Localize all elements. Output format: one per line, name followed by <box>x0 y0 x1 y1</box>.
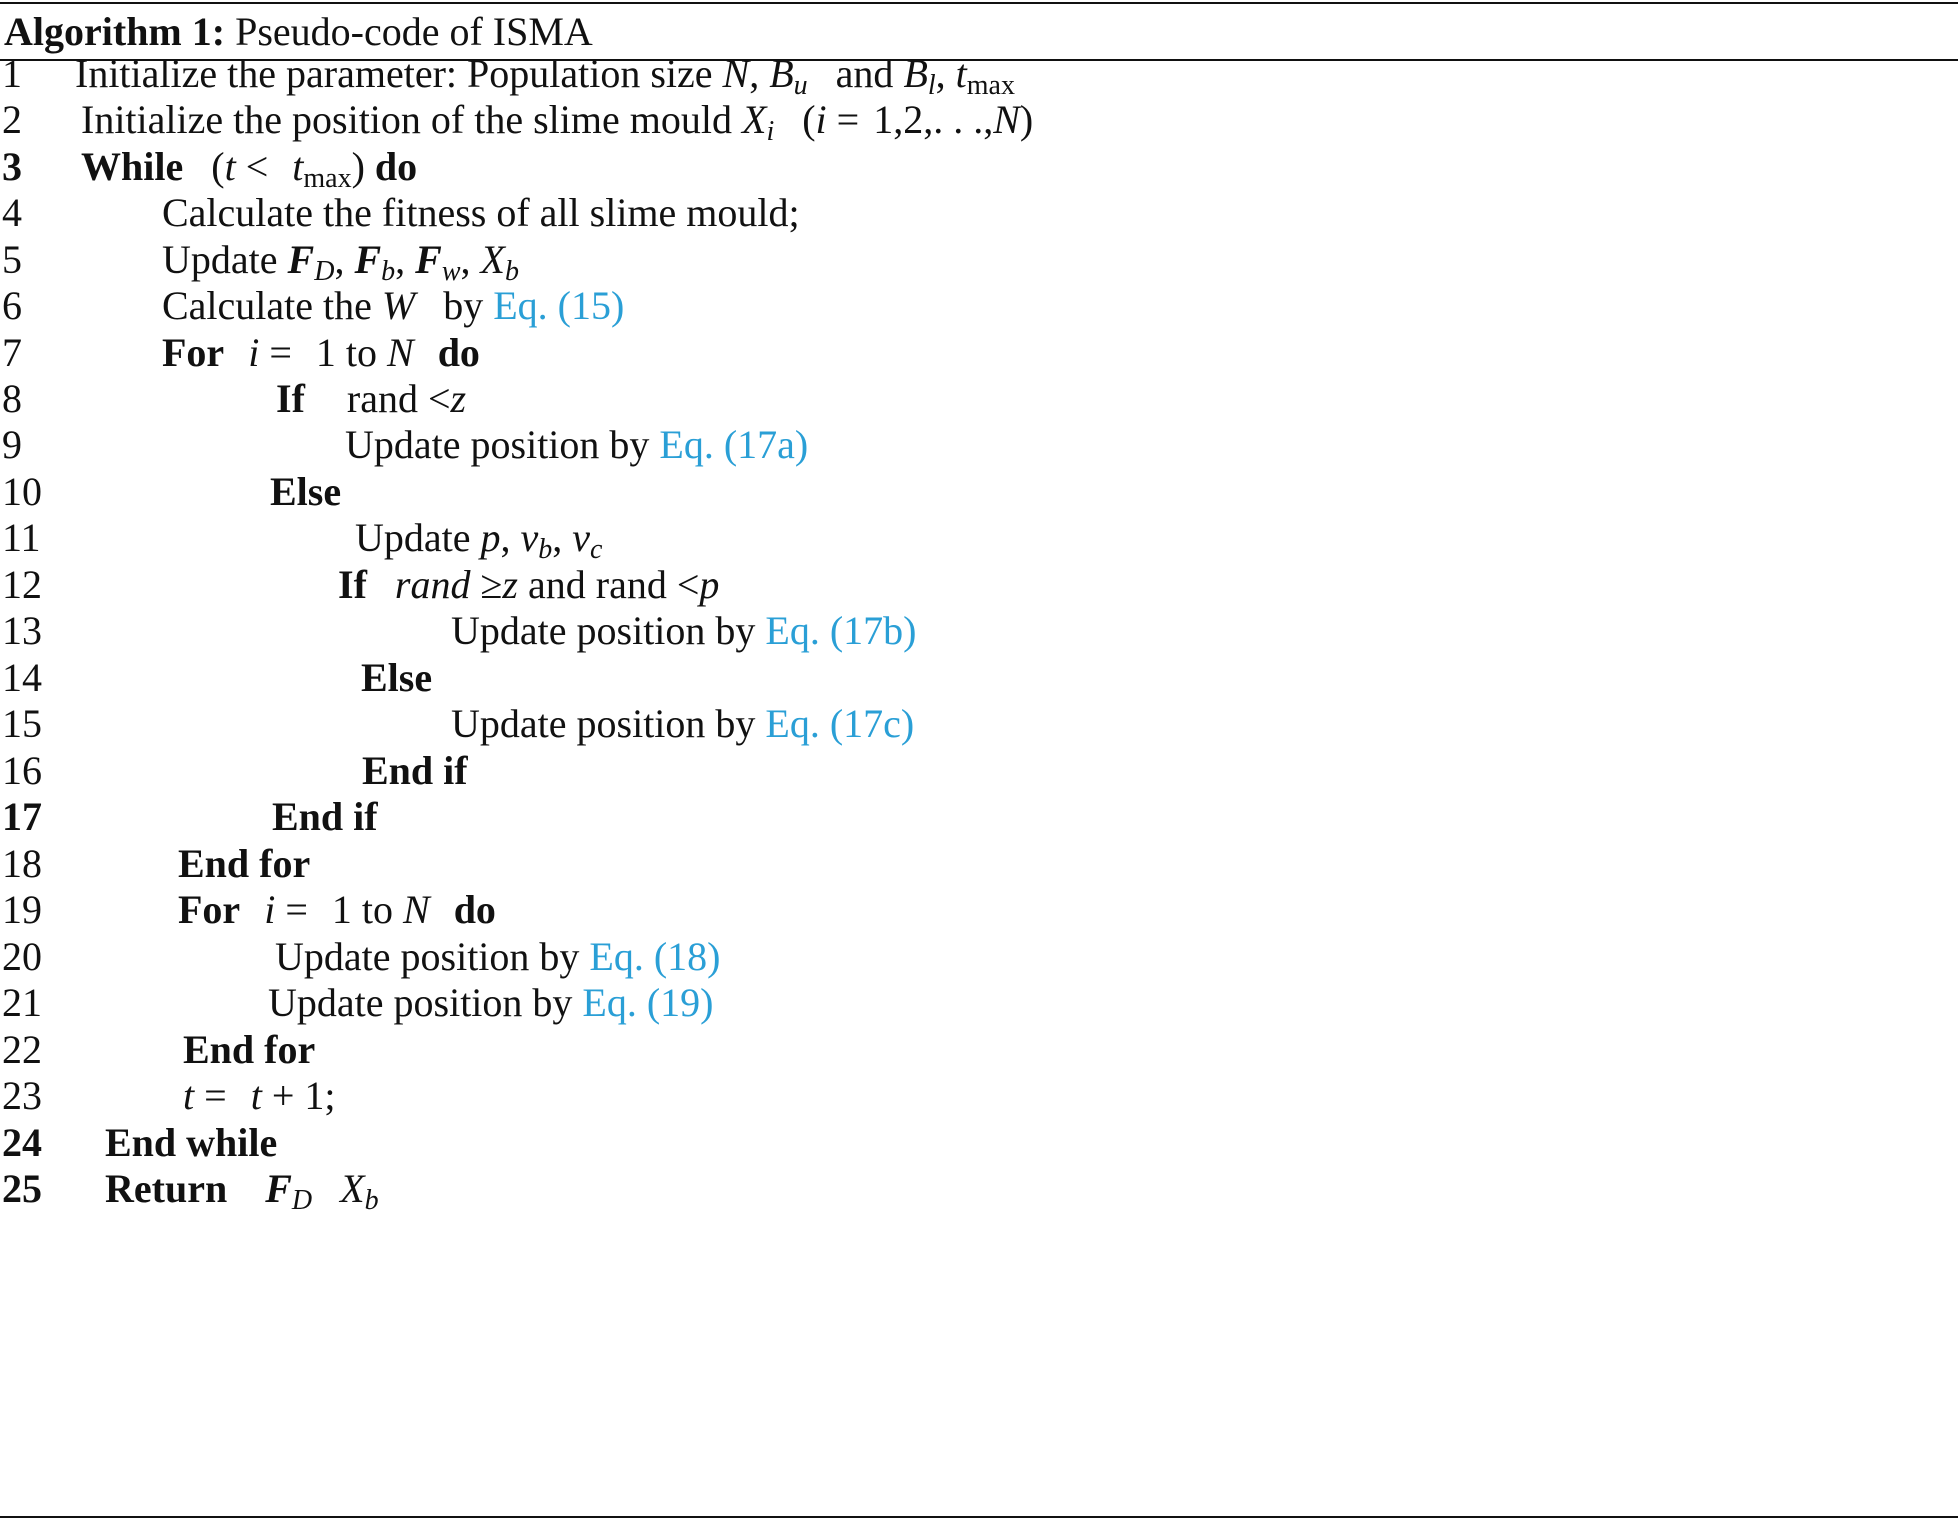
line-number: 8 <box>2 376 22 421</box>
code-text: , <box>552 515 573 560</box>
line-number: 13 <box>2 608 42 653</box>
code-text: Initialize the position of the slime mould <box>81 97 742 142</box>
keyword-for: For <box>178 887 241 932</box>
line-number: 5 <box>2 237 22 282</box>
line-number: 21 <box>2 980 42 1025</box>
equation-link[interactable]: Eq. (18) <box>589 934 721 979</box>
keyword-end-for: End for <box>183 1027 316 1072</box>
keyword-do: do <box>453 887 496 932</box>
var-n: N <box>722 51 750 96</box>
line-number: 10 <box>2 469 42 514</box>
subscript: D <box>291 1185 313 1216</box>
var-b: B <box>769 51 794 96</box>
var-x: X <box>742 97 767 142</box>
code-text: Update position by <box>345 422 660 467</box>
line-number: 19 <box>2 887 42 932</box>
code-text: Update <box>162 237 288 282</box>
line-number: 18 <box>2 841 42 886</box>
code-text: Update position by <box>275 934 590 979</box>
keyword-else: Else <box>361 655 433 700</box>
line-content <box>451 695 914 753</box>
var-t: t <box>250 1073 262 1118</box>
keyword-for: For <box>162 330 225 375</box>
var-p: p <box>480 515 501 560</box>
line-number: 1 <box>2 51 22 96</box>
code-text: = <box>269 330 292 375</box>
subscript: w <box>441 256 461 287</box>
subscript: max <box>966 70 1015 101</box>
code-text: ) <box>351 144 365 189</box>
code-text: ) <box>1019 97 1034 142</box>
var-t: t <box>955 51 967 96</box>
code-text: , <box>749 51 770 96</box>
subscript: b <box>364 1185 379 1216</box>
algorithm-name: Pseudo-code of ISMA <box>235 9 593 54</box>
subscript: D <box>314 256 335 287</box>
var-w: W <box>381 283 416 328</box>
var-f: F <box>415 237 442 282</box>
code-text: ( <box>802 97 816 142</box>
code-text: Update position by <box>451 701 766 746</box>
line-number: 6 <box>2 283 22 328</box>
var-n: N <box>403 887 430 932</box>
code-text: = <box>204 1073 237 1118</box>
line-number: 24 <box>2 1120 42 1165</box>
line-content <box>451 602 917 660</box>
keyword-return: Return <box>105 1166 228 1211</box>
equation-link[interactable]: Eq. (19) <box>582 980 714 1025</box>
code-text: Update position by <box>451 608 766 653</box>
code-text: Calculate the <box>162 283 382 328</box>
line-number: 4 <box>2 190 22 235</box>
code-text: 1,2,. . ., <box>873 97 994 142</box>
code-text: Update <box>355 515 481 560</box>
var-x: X <box>480 237 505 282</box>
code-text: = <box>285 887 308 932</box>
subscript: l <box>927 70 936 101</box>
line-number: 16 <box>2 748 42 793</box>
var-t: t <box>183 1073 195 1118</box>
var-x: X <box>340 1166 365 1211</box>
var-f: F <box>265 1166 292 1211</box>
equation-link[interactable]: Eq. (17a) <box>659 422 809 467</box>
code-text: + 1; <box>271 1073 336 1118</box>
keyword-while: While <box>81 144 184 189</box>
subscript: b <box>504 256 519 287</box>
algorithm-label: Algorithm 1: <box>4 9 226 54</box>
code-text: , <box>334 237 355 282</box>
keyword-end-if: End if <box>362 748 468 793</box>
code-text: and rand < <box>518 562 700 607</box>
line-number: 17 <box>2 794 42 839</box>
var-f: F <box>354 237 382 282</box>
line-number: 22 <box>2 1027 42 1072</box>
subscript: max <box>303 163 352 194</box>
var-n: N <box>993 97 1020 142</box>
var-n: N <box>387 330 414 375</box>
line-number: 23 <box>2 1073 42 1118</box>
line-content <box>105 1160 379 1218</box>
code-text: rand < <box>346 376 451 421</box>
var-z: z <box>502 562 518 607</box>
equation-link[interactable]: Eq. (15) <box>493 283 625 328</box>
subscript: b <box>538 534 553 565</box>
code-text: by <box>443 283 494 328</box>
line-number: 15 <box>2 701 42 746</box>
line-number: 3 <box>2 144 22 189</box>
var-v: v <box>520 515 539 560</box>
var-t: t <box>292 144 304 189</box>
code-text: , <box>460 237 481 282</box>
var-f: F <box>287 237 315 282</box>
code-text: ≥ <box>480 562 503 607</box>
code-text: , <box>395 237 416 282</box>
var-i: i <box>264 887 276 932</box>
code-text: Initialize the parameter: Population size <box>75 51 723 96</box>
keyword-if: If <box>338 562 367 607</box>
code-text: , <box>935 51 956 96</box>
keyword-do: do <box>437 330 480 375</box>
keyword-else: Else <box>270 469 342 514</box>
line-content <box>362 742 468 800</box>
code-text: ( <box>211 144 225 189</box>
subscript: c <box>590 534 603 565</box>
code-text: = <box>836 97 860 142</box>
equation-link[interactable]: Eq. (17b) <box>765 608 917 653</box>
var-i: i <box>248 330 260 375</box>
code-text: 1 to <box>315 330 387 375</box>
keyword-end-if: End if <box>272 794 378 839</box>
line-number: 20 <box>2 934 42 979</box>
var-rand: rand <box>394 562 471 607</box>
var-i: i <box>815 97 827 142</box>
subscript: u <box>793 70 808 101</box>
code-text: Calculate the fitness of all slime mould; <box>162 190 800 235</box>
code-text: and <box>835 51 894 96</box>
bottom-rule <box>0 1516 1958 1518</box>
line-number: 7 <box>2 330 22 375</box>
keyword-if: If <box>276 376 305 421</box>
code-text: < <box>245 144 269 189</box>
keyword-end-while: End while <box>105 1120 278 1165</box>
code-text: 1 to <box>331 887 403 932</box>
var-v: v <box>572 515 591 560</box>
keyword-do: do <box>374 144 418 189</box>
code-text: Update position by <box>268 980 583 1025</box>
keyword-end-for: End for <box>178 841 311 886</box>
var-t: t <box>224 144 236 189</box>
subscript: i <box>766 116 775 147</box>
line-number: 11 <box>2 515 41 560</box>
line-number: 14 <box>2 655 42 700</box>
line-number: 25 <box>2 1166 42 1211</box>
line-number: 9 <box>2 422 22 467</box>
var-p: p <box>699 562 720 607</box>
code-text: , <box>500 515 521 560</box>
line-content <box>268 974 714 1032</box>
line-number: 12 <box>2 562 42 607</box>
line-number: 2 <box>2 97 22 142</box>
line-content <box>361 649 432 707</box>
equation-link[interactable]: Eq. (17c) <box>765 701 915 746</box>
line-content <box>345 416 808 474</box>
subscript: b <box>381 256 396 287</box>
var-b: B <box>903 51 928 96</box>
line-content <box>270 463 341 521</box>
var-z: z <box>450 376 467 421</box>
